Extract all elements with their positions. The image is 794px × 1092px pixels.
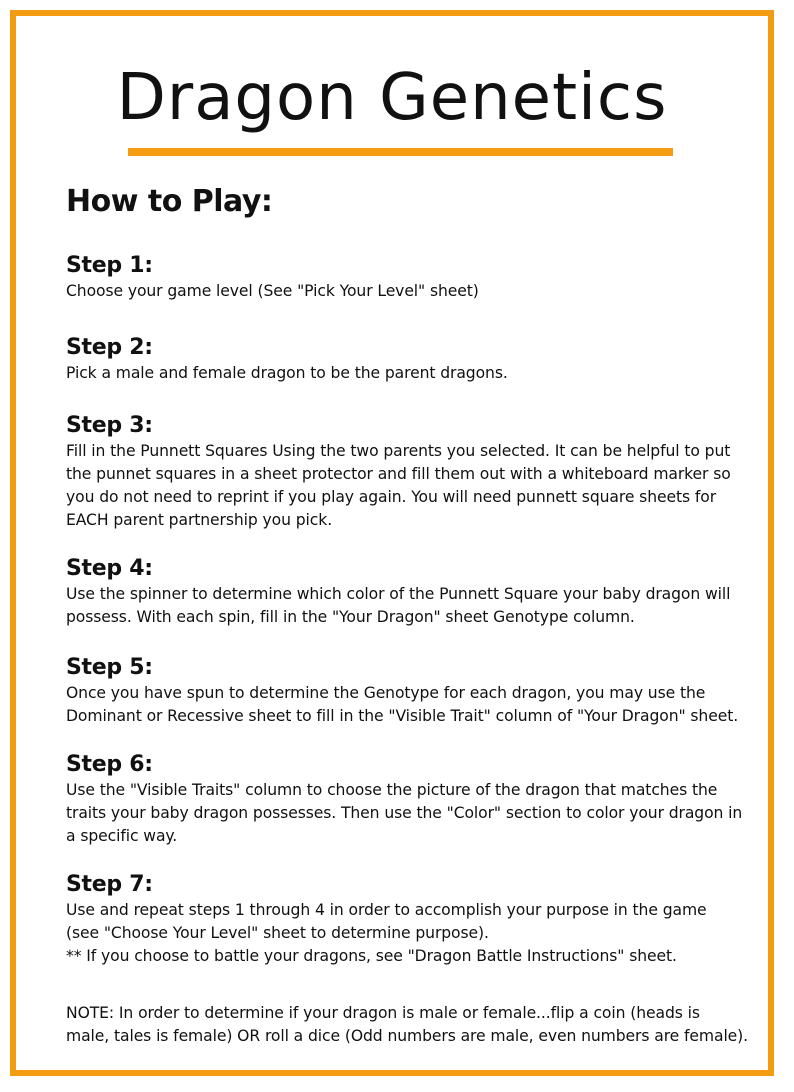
step-line: ** If you choose to battle your dragons, see "Dragon Battle Instructions" sheet. bbox=[66, 947, 677, 965]
step-1 bbox=[66, 252, 756, 303]
step-line: traits your baby dragon possesses. Then use the "Color" section to color your dragon in bbox=[66, 804, 743, 822]
step-line: possess. With each spin, fill in the "Your Dragon" sheet Genotype column. bbox=[66, 608, 635, 626]
section-heading: How to Play: bbox=[66, 184, 273, 219]
step-2 bbox=[66, 334, 756, 385]
step-body bbox=[66, 362, 756, 385]
instruction-sheet bbox=[10, 10, 774, 1076]
step-line: the punnet squares in a sheet protector and fill them out with a whiteboard marker so bbox=[66, 465, 731, 483]
step-body bbox=[66, 440, 756, 532]
step-body bbox=[66, 280, 756, 303]
step-line: Pick a male and female dragon to be the parent dragons. bbox=[66, 364, 508, 382]
step-line: Fill in the Punnett Squares Using the two parents you selected. It can be helpful to put bbox=[66, 442, 731, 460]
step-3 bbox=[66, 412, 756, 532]
note bbox=[66, 1002, 756, 1048]
step-line: EACH parent partnership you pick. bbox=[66, 511, 333, 529]
step-line: Use the spinner to determine which color of the Punnett Square your baby dragon will bbox=[66, 585, 731, 603]
step-title: Step 6: bbox=[66, 752, 153, 777]
step-line: you do not need to reprint if you play again. You will need punnett square sheets for bbox=[66, 488, 717, 506]
step-4 bbox=[66, 555, 756, 629]
step-line: a specific way. bbox=[66, 827, 178, 845]
step-line: Once you have spun to determine the Genotype for each dragon, you may use the bbox=[66, 684, 706, 702]
step-line: (see "Choose Your Level" sheet to determine purpose). bbox=[66, 924, 489, 942]
note-line: NOTE: In order to determine if your dragon is male or female...flip a coin (heads is bbox=[66, 1004, 700, 1022]
step-body bbox=[66, 583, 756, 629]
step-body bbox=[66, 682, 756, 728]
step-body bbox=[66, 779, 756, 848]
step-title: Step 2: bbox=[66, 335, 153, 360]
step-title: Step 4: bbox=[66, 556, 153, 581]
step-line: Dominant or Recessive sheet to fill in the "Visible Trait" column of "Your Dragon" sheet. bbox=[66, 707, 739, 725]
note-line: male, tales is female) OR roll a dice (Odd numbers are male, even numbers are female). bbox=[66, 1027, 749, 1045]
step-title: Step 3: bbox=[66, 413, 153, 438]
step-7 bbox=[66, 871, 756, 968]
step-5 bbox=[66, 654, 756, 728]
step-line: Use the "Visible Traits" column to choose the picture of the dragon that matches the bbox=[66, 781, 718, 799]
step-title: Step 7: bbox=[66, 872, 153, 897]
step-title: Step 5: bbox=[66, 655, 153, 680]
step-6 bbox=[66, 751, 756, 848]
step-body bbox=[66, 899, 756, 968]
step-line: Use and repeat steps 1 through 4 in order to accomplish your purpose in the game bbox=[66, 901, 707, 919]
title-underline bbox=[128, 148, 673, 156]
step-line: Choose your game level (See "Pick Your Level" sheet) bbox=[66, 282, 479, 300]
page-title: Dragon Genetics bbox=[116, 61, 668, 135]
step-title: Step 1: bbox=[66, 253, 153, 278]
